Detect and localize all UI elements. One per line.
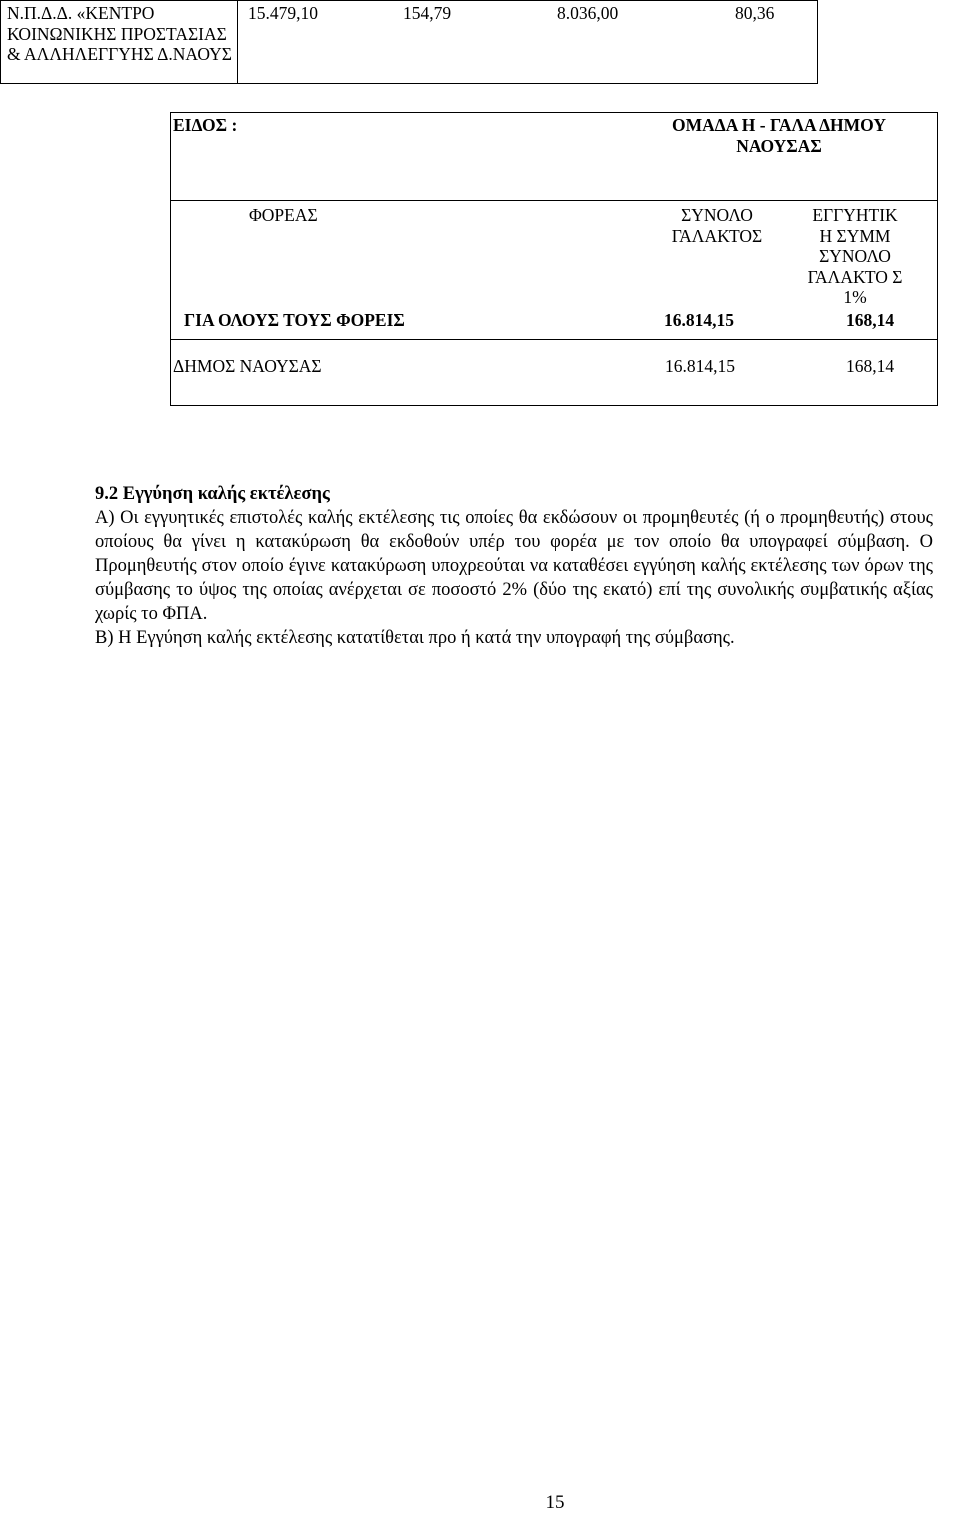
- entity-label: Ν.Π.Δ.Δ. «ΚΕΝΤΡΟ ΚΟΙΝΩΝΙΚΗΣ ΠΡΟΣΤΑΣΙΑΣ & ΑΛΛΗΛΕΓΓΥΗΣ Δ.ΝΑΟΥΣ: [7, 3, 232, 64]
- table-divider: [171, 200, 937, 201]
- section-number: 9.2: [95, 484, 119, 504]
- total-value-3: 8.036,00: [557, 3, 619, 23]
- paragraph-b: Β) Η Εγγύηση καλής εκτέλεσης κατατίθεται προ ή κατά την υπογραφή της σύμβασης.: [95, 628, 735, 648]
- milk-group-table: [170, 112, 938, 406]
- paragraph-a: Α) Οι εγγυητικές επιστολές καλής εκτέλεσης τις οποίες θα εκδώσουν οι προμηθευτές (ή ο προμηθευτής) στους οποίους θα γίνει η κατακύρωση θα εκδοθούν υπέρ του φορέα με τον οποίο θα υπογραφεί σύμβαση. Ο Προμηθευτής στον οποίο έγινε κατακύρωση υποχρεούται να καταθέσει εγγύηση καλής εκτέλεσης των όρων της σύμβασης το ύψος της οποίας ανέρχεται σε ποσοστό 2% (δύο της εκατό) επί της συνολικής συμβατικής αξίας χωρίς το ΦΠΑ.: [95, 508, 933, 624]
- section-heading: [95, 482, 933, 506]
- header-body: ΦΟΡΕΑΣ: [249, 205, 318, 225]
- section-title: Εγγύηση καλής εκτέλεσης: [122, 484, 330, 504]
- group-title: ΟΜΑΔΑ Η - ΓΑΛΑ ΔΗΜΟΥ ΝΑΟΥΣΑΣ: [672, 115, 886, 156]
- column-divider: [237, 1, 238, 83]
- table-divider: [171, 339, 937, 340]
- row-municipality-guarantee: 168,14: [846, 356, 895, 376]
- species-label: ΕΙΔΟΣ :: [173, 115, 238, 135]
- section-performance-guarantee: [95, 482, 933, 650]
- header-total: ΣΥΝΟΛΟ ΓΑΛΑΚΤΟΣ: [671, 205, 763, 246]
- total-value-1: 15.479,10: [248, 3, 318, 23]
- row-all-bodies-total: 16.814,15: [664, 310, 734, 330]
- row-all-bodies-label: ΓΙΑ ΟΛΟΥΣ ΤΟΥΣ ΦΟΡΕΙΣ: [184, 310, 405, 330]
- page-number: 15: [545, 1492, 565, 1513]
- row-municipality-label: ΔΗΜΟΣ ΝΑΟΥΣΑΣ: [173, 356, 322, 376]
- entity-totals-table: [0, 0, 818, 84]
- row-municipality-total: 16.814,15: [665, 356, 735, 376]
- total-value-2: 154,79: [403, 3, 452, 23]
- row-all-bodies-guarantee: 168,14: [846, 310, 895, 330]
- header-guarantee: ΕΓΓΥΗΤΙΚ Η ΣΥΜΜ ΣΥΝΟΛΟ ΓΑΛΑΚΤΟ Σ 1%: [807, 205, 903, 307]
- total-value-4: 80,36: [735, 3, 775, 23]
